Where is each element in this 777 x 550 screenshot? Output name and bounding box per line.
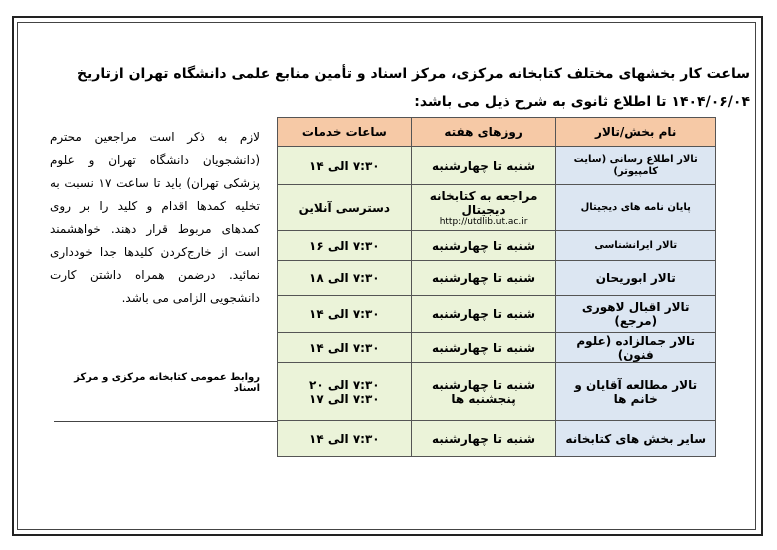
row-name: تالار ایرانشناسی: [556, 231, 716, 261]
signature: روابط عمومی کتابخانه مرکزی و مرکز اسناد: [74, 372, 260, 394]
row-days: شنبه تا چهارشنبه: [411, 231, 556, 261]
table-row: [278, 147, 716, 185]
table-row: [278, 185, 716, 231]
row-hours: ۷:۳۰ الی ۱۴: [278, 421, 412, 457]
digital-library-label: مراجعه به کتابخانه دیجیتال: [429, 188, 538, 217]
table-row: [278, 261, 716, 296]
row-name: تالار مطالعه آقایان و خانم ها: [556, 363, 716, 421]
row-days: [411, 363, 556, 421]
row-hours: ۷:۳۰ الی ۱۴: [278, 333, 412, 363]
row-hours: دسترسی آنلاین: [278, 185, 412, 231]
row-hours: ۷:۳۰ الی ۱۸: [278, 261, 412, 296]
days-thursday: پنجشنبه ها: [451, 391, 516, 406]
row-name: سایر بخش های کتابخانه: [556, 421, 716, 457]
row-name: تالار ابوریحان: [556, 261, 716, 296]
hours-weekdays: ۷:۳۰ الی ۲۰: [309, 377, 380, 392]
row-hours: ۷:۳۰ الی ۱۴: [278, 296, 412, 333]
row-days: شنبه تا چهارشنبه: [411, 421, 556, 457]
hours-thursday: ۷:۳۰ الی ۱۷: [309, 391, 380, 406]
row-hours: ۷:۳۰ الی ۱۶: [278, 231, 412, 261]
divider-line: [54, 421, 277, 422]
table-row: [278, 363, 716, 421]
announcement-title: [60, 60, 750, 116]
row-hours: ۷:۳۰ الی ۱۴: [278, 147, 412, 185]
days-weekdays: شنبه تا چهارشنبه: [432, 377, 536, 392]
header-name: نام بخش/تالار: [556, 118, 716, 147]
row-hours: [278, 363, 412, 421]
header-hours: ساعات خدمات: [278, 118, 412, 147]
table-row: [278, 333, 716, 363]
row-days: شنبه تا چهارشنبه: [411, 333, 556, 363]
table-row: [278, 231, 716, 261]
table-row: [278, 296, 716, 333]
header-days: روزهای هفته: [411, 118, 556, 147]
row-name: تالار اطلاع رسانی (سایت کامپیوتر): [556, 147, 716, 185]
locker-note: لازم به ذکر است مراجعین محترم (دانشجویان دانشگاه تهران و علوم پزشکی تهران) باید تا ساعت ۱۷ نسبت به تخلیه کمدها اقدام و کلید را بر روی کمدهای مربوط قرار دهند. خواهشمند است از خارج‌کردن کلیدها جدا خودداری نمائید. درضمن همراه داشتن کارت دانشجویی الزامی می باشد.: [50, 130, 260, 305]
title-line-2: ۱۴۰۴/۰۶/۰۴ تا اطلاع ثانوی به شرح ذیل می باشد:: [414, 94, 750, 110]
row-days: [411, 185, 556, 231]
table-header-row: [278, 118, 716, 147]
row-days: شنبه تا چهارشنبه: [411, 296, 556, 333]
digital-library-link[interactable]: http://utdlib.ut.ac.ir: [439, 216, 528, 227]
title-line-1: ساعت کار بخشهای مختلف کتابخانه مرکزی، مرکز اسناد و تأمین منابع علمی دانشگاه تهران ازتاریخ: [76, 66, 750, 82]
row-days: شنبه تا چهارشنبه: [411, 147, 556, 185]
hours-table: [277, 117, 716, 457]
row-days: شنبه تا چهارشنبه: [411, 261, 556, 296]
row-name: تالار اقبال لاهوری (مرجع): [556, 296, 716, 333]
table-row: [278, 421, 716, 457]
row-name: پایان نامه های دیجیتال: [556, 185, 716, 231]
row-name: تالار جمالزاده (علوم فنون): [556, 333, 716, 363]
